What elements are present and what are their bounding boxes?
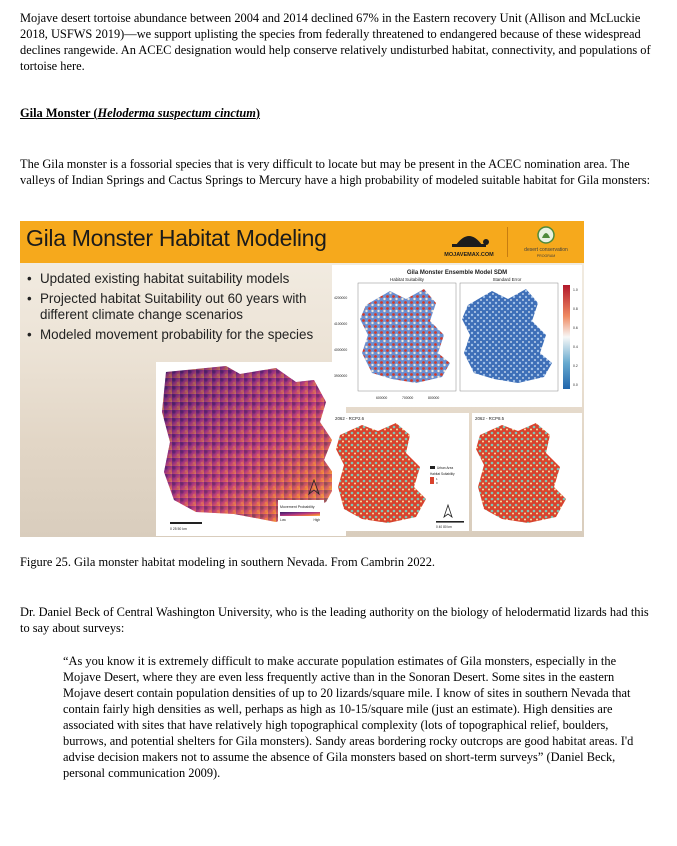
- rcp85-projection-map: [472, 413, 582, 531]
- y-tick: 4100000: [334, 322, 348, 326]
- x-tick: 800000: [428, 396, 440, 400]
- colorbar-tick: 0.2: [573, 364, 578, 368]
- bullet-item: • Modeled movement probability for the species: [26, 327, 356, 343]
- legend-zero: 0: [436, 481, 438, 485]
- mojavemax-logo: [436, 225, 502, 259]
- beck-paragraph: Dr. Daniel Beck of Central Washington University, who is the leading authority on the biology of helodermatid lizards had this to say about surveys:: [20, 605, 649, 635]
- north-arrow-icon: [444, 505, 452, 517]
- heading-prefix: Gila Monster (: [20, 106, 98, 120]
- section-heading: [20, 106, 260, 121]
- y-tick: 4000000: [334, 348, 348, 352]
- movement-low-label: Low: [280, 518, 286, 522]
- bullet-item: • Projected habitat Suitability out 60 years with different climate change scenarios: [26, 291, 356, 323]
- legend-one: 1: [436, 477, 438, 481]
- movement-legend-label: Movement Probability: [280, 505, 315, 509]
- colorbar-tick: 1.0: [573, 288, 578, 292]
- intro-paragraph: Mojave desert tortoise abundance between 2004 and 2014 declined 67% in the Eastern recovery Unit (Allison and McLuckie 2018, USFWS 2019)—we support uplisting the species from federally threatened to endangered because of these widespread declines rangewide. An ACEC designation would help conserve relatively undisturbed habitat, connectivity, and populations of tortoise here.: [20, 11, 651, 73]
- figure-bullet-list: [26, 271, 356, 347]
- colorbar-tick: 0.6: [573, 326, 578, 330]
- y-tick: 3900000: [334, 374, 348, 378]
- gila-paragraph: The Gila monster is a fossorial species that is very difficult to locate but may be present in the ACEC nomination area. The valleys of Indian Springs and Cactus Springs to Mercury have a high probability of modeled suitable habitat for Gila monsters:: [20, 157, 651, 187]
- x-tick: 700000: [402, 396, 414, 400]
- tortoise-icon: [456, 236, 482, 245]
- colorbar-tick: 0.0: [573, 383, 578, 387]
- rcp26-projection-map: [332, 413, 469, 531]
- y-tick: 4200000: [334, 296, 348, 300]
- colorbar-tick: 0.8: [573, 307, 578, 311]
- scale-label-big: 0 25 50 km: [170, 527, 187, 531]
- logo-separator: [507, 227, 508, 257]
- habitat-panel-label: Habitat Suitability: [390, 277, 424, 282]
- ensemble-title: Gila Monster Ensemble Model SDM: [406, 270, 508, 276]
- logo-right-line1: desert conservation: [524, 247, 568, 253]
- logo-right-line2: PROGRAM: [536, 254, 556, 258]
- scenario-left-label: 2062 - RCP2.6: [335, 416, 365, 421]
- legend-habitat: Habitat Suitability: [430, 472, 455, 476]
- figure-title: Gila Monster Habitat Modeling: [26, 225, 327, 251]
- movement-high-label: High: [313, 518, 320, 522]
- scale-label-small: 0 40 80 km: [436, 525, 452, 529]
- movement-probability-map: [156, 362, 346, 536]
- heading-species: Heloderma suspectum cinctum: [97, 106, 256, 120]
- error-panel-label: Standard Error: [492, 277, 522, 282]
- figure-caption: Figure 25. Gila monster habitat modeling in southern Nevada. From Cambrin 2022.: [20, 555, 436, 569]
- x-tick: 600000: [376, 396, 388, 400]
- legend-urban: Urban Area: [437, 466, 454, 470]
- beck-quote: “As you know it is extremely difficult to make accurate population estimates of Gila monsters, especially in the Mojave Desert, where they are even less frequently active than in the Sonoran Desert. Some sites in the eastern Mojave desert contain population densities of up to 20 lizards/square mile. I know of sites in southern Nevada that contain fairly high densities as well, perhaps as high as 10-15/square mile (just an estimate). High densities are associated with sites that have relatively high topographical complexity (lots of topographical relief, boulders, burrows, and potential shelters for Gila monsters). Sandy areas bordering rocky outcrops are good habitat areas. I'd advise decision makers not to assume the absence of Gila monsters based on short-term surveys” (Daniel Beck, personal communication 2009).: [63, 654, 634, 780]
- colorbar-tick: 0.4: [573, 345, 578, 349]
- scenario-right-label: 2062 - RCP8.5: [475, 416, 505, 421]
- desert-conservation-logo: [514, 223, 578, 261]
- ensemble-model-panel: [332, 265, 582, 407]
- logo-left-text: MOJAVEMAX.COM: [444, 252, 494, 258]
- heading-suffix: ): [255, 106, 261, 120]
- habitat-modeling-figure: [20, 221, 584, 537]
- bullet-item: • Updated existing habitat suitability models: [26, 271, 356, 287]
